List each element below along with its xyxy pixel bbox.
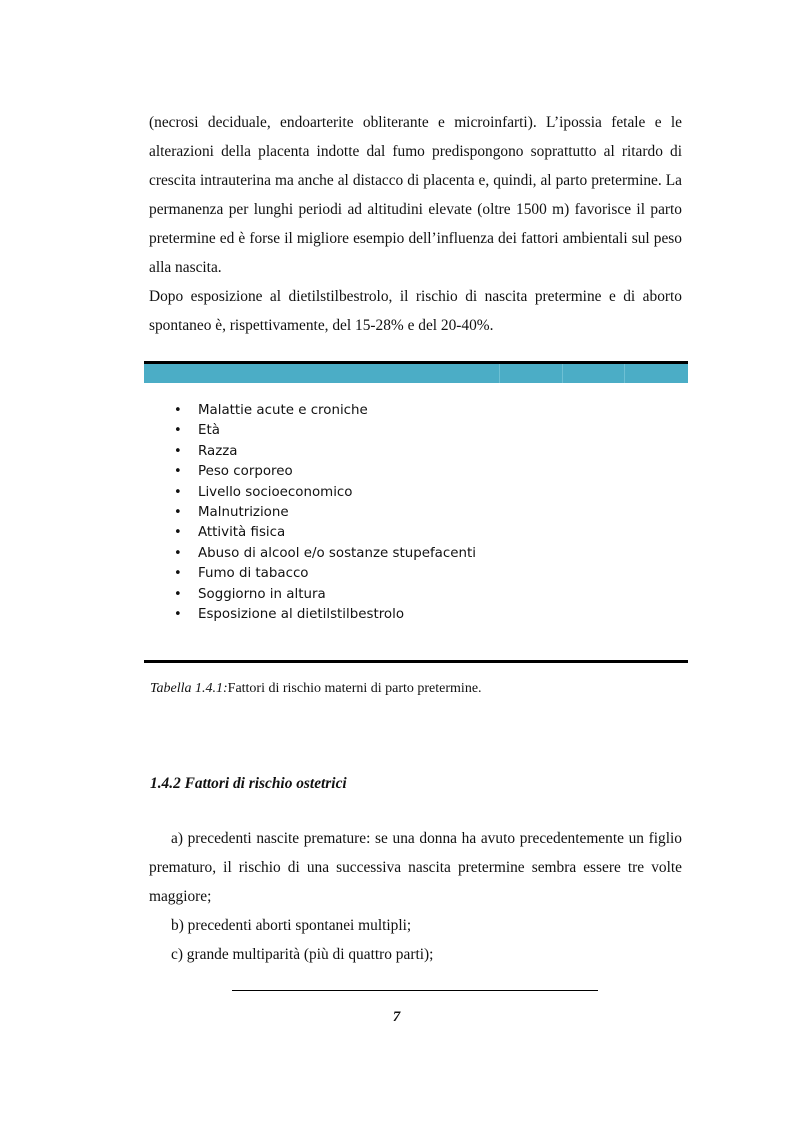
bullet-icon: •: [174, 464, 182, 480]
table-caption-text: Fattori di rischio materni di parto pretermine.: [227, 681, 482, 696]
bullet-icon: •: [174, 566, 182, 582]
obstetric-item-b: b) precedenti aborti spontanei multipli;: [171, 917, 412, 934]
bullet-icon: •: [174, 443, 182, 459]
list-item-label: Razza: [198, 443, 238, 459]
intro-paragraph-part-1: (necrosi deciduale, endoarterite obliterante e microinfarti). L’ipossia fetale e le alterazioni della placenta indotte dal fumo predispongono soprattutto al ritardo di crescita intrauterina ma anche al distacco di placenta e, quindi, al parto pretermine. La permanenza per lunghi periodi ad altitudini elevate (oltre 1500 m) favorisce il parto pretermine ed è forse il migliore esempio dell’influenza dei fattori ambientali sul peso alla nascita.: [149, 114, 682, 276]
list-item: [174, 401, 476, 421]
table-bottom-rule: [144, 660, 688, 663]
list-item-label: Età: [198, 423, 220, 439]
obstetric-risk-paragraph: [149, 824, 682, 969]
table-header-separator: [499, 364, 500, 383]
bullet-icon: •: [174, 484, 182, 500]
list-item-label: Peso corporeo: [198, 464, 293, 480]
list-item-label: Soggiorno in altura: [198, 586, 326, 602]
list-item: [174, 421, 476, 441]
table-caption-label: Tabella 1.4.1:: [150, 681, 228, 696]
bullet-icon: •: [174, 586, 182, 602]
bullet-icon: •: [174, 525, 182, 541]
bullet-icon: •: [174, 423, 182, 439]
risk-factor-list: [174, 401, 476, 625]
list-item-label: Esposizione al dietilstilbestrolo: [198, 607, 405, 623]
list-item-label: Livello socioeconomico: [198, 484, 353, 500]
list-item: [174, 503, 476, 523]
page-number: 7: [392, 1009, 401, 1025]
list-item-label: Abuso di alcool e/o sostanze stupefacenti: [198, 545, 476, 561]
bullet-icon: •: [174, 545, 182, 561]
list-item-label: Attività fisica: [198, 525, 286, 541]
table-header-band: [144, 364, 688, 383]
bullet-icon: •: [174, 607, 182, 623]
list-item: [174, 483, 476, 503]
list-item: [174, 605, 476, 625]
list-item-label: Malnutrizione: [198, 505, 289, 521]
footer-rule: [232, 990, 598, 991]
table-header-separator: [624, 364, 625, 383]
obstetric-item-c: c) grande multiparità (più di quattro parti);: [171, 946, 434, 963]
list-item: [174, 564, 476, 584]
bullet-icon: •: [174, 403, 182, 418]
list-item: [174, 544, 476, 564]
obstetric-item-a: a) precedenti nascite premature: se una donna ha avuto precedentemente un figlio prematuro, il rischio di una successiva nascita pretermine sembra essere tre volte maggiore;: [149, 830, 682, 905]
list-item: [174, 462, 476, 482]
section-heading: 1.4.2 Fattori di rischio ostetrici: [150, 775, 347, 792]
bullet-icon: •: [174, 505, 182, 521]
table-header-separator: [562, 364, 563, 383]
intro-paragraph: [149, 108, 682, 340]
table-caption: [150, 679, 482, 699]
list-item: [174, 523, 476, 543]
list-item: [174, 585, 476, 605]
list-item-label: Malattie acute e croniche: [198, 403, 368, 418]
intro-paragraph-part-2: Dopo esposizione al dietilstilbestrolo, il rischio di nascita pretermine e di aborto spontaneo è, rispettivamente, del 15-28% e del 20-40%.: [149, 288, 682, 334]
list-item: [174, 442, 476, 462]
list-item-label: Fumo di tabacco: [198, 566, 309, 582]
